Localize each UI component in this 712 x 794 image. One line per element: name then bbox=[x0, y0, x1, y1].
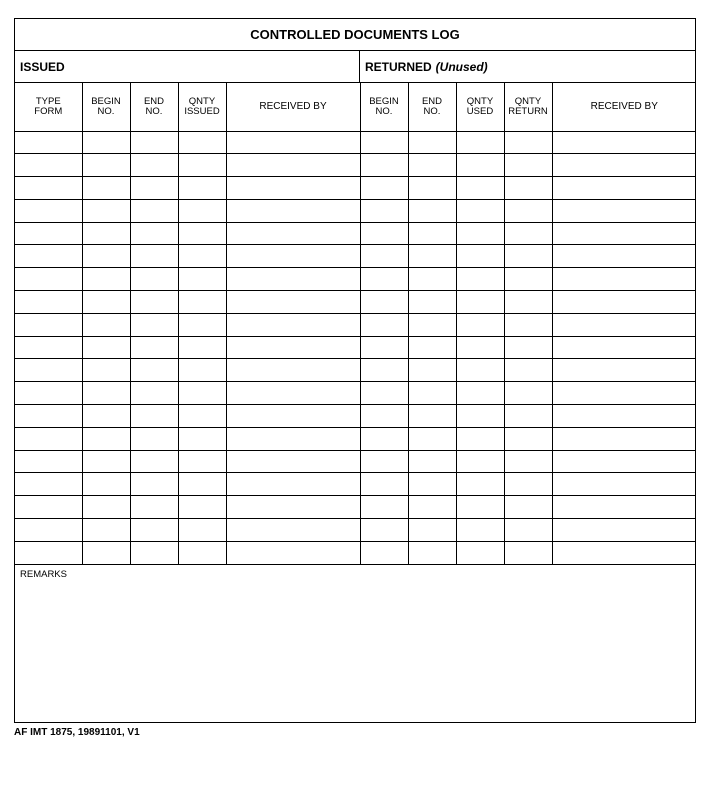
cell-returned-begin-no[interactable] bbox=[360, 245, 408, 268]
col-qnty-used: QNTY USED bbox=[456, 83, 504, 131]
col-issued-end-no: END NO. bbox=[130, 83, 178, 131]
cell-issued-received-by[interactable] bbox=[226, 541, 360, 564]
cell-returned-begin-no[interactable] bbox=[360, 199, 408, 222]
form-footer: AF IMT 1875, 19891101, V1 bbox=[14, 727, 140, 738]
cell-returned-received-by[interactable] bbox=[552, 131, 696, 154]
table-row bbox=[15, 519, 696, 542]
cell-returned-received-by[interactable] bbox=[552, 541, 696, 564]
cell-returned-begin-no[interactable] bbox=[360, 131, 408, 154]
cell-issued-end-no[interactable] bbox=[130, 245, 178, 268]
cell-qnty-issued[interactable] bbox=[178, 313, 226, 336]
cell-returned-begin-no[interactable] bbox=[360, 473, 408, 496]
cell-returned-begin-no[interactable] bbox=[360, 222, 408, 245]
cell-returned-begin-no[interactable] bbox=[360, 177, 408, 200]
cell-type-form[interactable] bbox=[15, 450, 82, 473]
cell-returned-end-no[interactable] bbox=[408, 313, 456, 336]
cell-returned-received-by[interactable] bbox=[552, 199, 696, 222]
cell-returned-received-by[interactable] bbox=[552, 359, 696, 382]
form-title: CONTROLLED DOCUMENTS LOG bbox=[15, 19, 695, 51]
cell-qnty-return[interactable] bbox=[504, 519, 552, 542]
cell-returned-end-no[interactable] bbox=[408, 268, 456, 291]
table-row bbox=[15, 222, 696, 245]
cell-qnty-return[interactable] bbox=[504, 496, 552, 519]
cell-returned-received-by[interactable] bbox=[552, 427, 696, 450]
cell-qnty-issued[interactable] bbox=[178, 541, 226, 564]
cell-returned-received-by[interactable] bbox=[552, 222, 696, 245]
table-row bbox=[15, 496, 696, 519]
cell-issued-received-by[interactable] bbox=[226, 427, 360, 450]
table-row bbox=[15, 291, 696, 314]
cell-returned-received-by[interactable] bbox=[552, 450, 696, 473]
cell-qnty-used[interactable] bbox=[456, 199, 504, 222]
cell-qnty-issued[interactable] bbox=[178, 199, 226, 222]
cell-issued-received-by[interactable] bbox=[226, 154, 360, 177]
cell-type-form[interactable] bbox=[15, 245, 82, 268]
cell-issued-end-no[interactable] bbox=[130, 222, 178, 245]
log-rows bbox=[15, 131, 696, 564]
cell-issued-received-by[interactable] bbox=[226, 313, 360, 336]
cell-qnty-return[interactable] bbox=[504, 541, 552, 564]
cell-issued-end-no[interactable] bbox=[130, 541, 178, 564]
cell-qnty-return[interactable] bbox=[504, 473, 552, 496]
cell-issued-begin-no[interactable] bbox=[82, 541, 130, 564]
table-row bbox=[15, 313, 696, 336]
cell-qnty-used[interactable] bbox=[456, 131, 504, 154]
cell-qnty-return[interactable] bbox=[504, 245, 552, 268]
cell-returned-begin-no[interactable] bbox=[360, 541, 408, 564]
cell-qnty-issued[interactable] bbox=[178, 245, 226, 268]
cell-qnty-used[interactable] bbox=[456, 541, 504, 564]
cell-type-form[interactable] bbox=[15, 131, 82, 154]
cell-returned-begin-no[interactable] bbox=[360, 496, 408, 519]
cell-issued-end-no[interactable] bbox=[130, 199, 178, 222]
cell-issued-end-no[interactable] bbox=[130, 519, 178, 542]
cell-issued-received-by[interactable] bbox=[226, 382, 360, 405]
cell-qnty-issued[interactable] bbox=[178, 450, 226, 473]
cell-returned-end-no[interactable] bbox=[408, 541, 456, 564]
cell-type-form[interactable] bbox=[15, 268, 82, 291]
cell-type-form[interactable] bbox=[15, 336, 82, 359]
cell-qnty-issued[interactable] bbox=[178, 382, 226, 405]
cell-issued-begin-no[interactable] bbox=[82, 245, 130, 268]
cell-qnty-used[interactable] bbox=[456, 382, 504, 405]
cell-issued-begin-no[interactable] bbox=[82, 450, 130, 473]
cell-issued-end-no[interactable] bbox=[130, 473, 178, 496]
cell-qnty-used[interactable] bbox=[456, 245, 504, 268]
cell-issued-received-by[interactable] bbox=[226, 473, 360, 496]
remarks-label: REMARKS bbox=[20, 569, 67, 580]
cell-qnty-issued[interactable] bbox=[178, 359, 226, 382]
cell-returned-end-no[interactable] bbox=[408, 199, 456, 222]
cell-type-form[interactable] bbox=[15, 222, 82, 245]
cell-type-form[interactable] bbox=[15, 541, 82, 564]
cell-returned-begin-no[interactable] bbox=[360, 313, 408, 336]
cell-type-form[interactable] bbox=[15, 199, 82, 222]
cell-returned-received-by[interactable] bbox=[552, 519, 696, 542]
column-header-row bbox=[15, 83, 696, 131]
cell-qnty-used[interactable] bbox=[456, 222, 504, 245]
cell-type-form[interactable] bbox=[15, 405, 82, 428]
cell-issued-begin-no[interactable] bbox=[82, 313, 130, 336]
table-row bbox=[15, 541, 696, 564]
col-issued-begin-no: BEGIN NO. bbox=[82, 83, 130, 131]
cell-returned-end-no[interactable] bbox=[408, 405, 456, 428]
remarks-area[interactable] bbox=[15, 564, 695, 722]
cell-returned-begin-no[interactable] bbox=[360, 405, 408, 428]
cell-issued-received-by[interactable] bbox=[226, 359, 360, 382]
cell-qnty-used[interactable] bbox=[456, 496, 504, 519]
cell-qnty-used[interactable] bbox=[456, 450, 504, 473]
cell-issued-received-by[interactable] bbox=[226, 245, 360, 268]
cell-returned-end-no[interactable] bbox=[408, 336, 456, 359]
cell-issued-received-by[interactable] bbox=[226, 222, 360, 245]
cell-qnty-issued[interactable] bbox=[178, 496, 226, 519]
cell-returned-received-by[interactable] bbox=[552, 177, 696, 200]
cell-qnty-return[interactable] bbox=[504, 359, 552, 382]
cell-qnty-return[interactable] bbox=[504, 382, 552, 405]
cell-qnty-issued[interactable] bbox=[178, 473, 226, 496]
cell-issued-received-by[interactable] bbox=[226, 336, 360, 359]
table-row bbox=[15, 336, 696, 359]
cell-qnty-issued[interactable] bbox=[178, 519, 226, 542]
cell-issued-end-no[interactable] bbox=[130, 382, 178, 405]
cell-issued-received-by[interactable] bbox=[226, 131, 360, 154]
table-row bbox=[15, 177, 696, 200]
cell-issued-end-no[interactable] bbox=[130, 268, 178, 291]
cell-issued-begin-no[interactable] bbox=[82, 473, 130, 496]
cell-qnty-return[interactable] bbox=[504, 131, 552, 154]
col-issued-received-by: RECEIVED BY bbox=[226, 83, 360, 131]
cell-issued-received-by[interactable] bbox=[226, 519, 360, 542]
cell-issued-begin-no[interactable] bbox=[82, 336, 130, 359]
cell-qnty-return[interactable] bbox=[504, 154, 552, 177]
cell-issued-received-by[interactable] bbox=[226, 450, 360, 473]
cell-issued-received-by[interactable] bbox=[226, 496, 360, 519]
cell-issued-end-no[interactable] bbox=[130, 291, 178, 314]
cell-qnty-return[interactable] bbox=[504, 268, 552, 291]
table-row bbox=[15, 359, 696, 382]
cell-returned-end-no[interactable] bbox=[408, 496, 456, 519]
cell-type-form[interactable] bbox=[15, 177, 82, 200]
cell-issued-end-no[interactable] bbox=[130, 427, 178, 450]
cell-qnty-return[interactable] bbox=[504, 177, 552, 200]
col-returned-begin-no: BEGIN NO. bbox=[360, 83, 408, 131]
col-type-form: TYPE FORM bbox=[15, 83, 82, 131]
cell-qnty-issued[interactable] bbox=[178, 405, 226, 428]
cell-qnty-return[interactable] bbox=[504, 450, 552, 473]
returned-sub-label: (Unused) bbox=[435, 59, 488, 74]
section-header-row bbox=[15, 51, 695, 83]
cell-issued-received-by[interactable] bbox=[226, 291, 360, 314]
cell-qnty-used[interactable] bbox=[456, 313, 504, 336]
cell-type-form[interactable] bbox=[15, 519, 82, 542]
table-row bbox=[15, 199, 696, 222]
issued-section-label bbox=[15, 51, 360, 82]
cell-returned-end-no[interactable] bbox=[408, 131, 456, 154]
cell-returned-end-no[interactable] bbox=[408, 359, 456, 382]
cell-qnty-issued[interactable] bbox=[178, 336, 226, 359]
cell-returned-begin-no[interactable] bbox=[360, 154, 408, 177]
cell-issued-end-no[interactable] bbox=[130, 405, 178, 428]
col-returned-end-no: END NO. bbox=[408, 83, 456, 131]
cell-qnty-return[interactable] bbox=[504, 427, 552, 450]
table-row bbox=[15, 154, 696, 177]
cell-issued-begin-no[interactable] bbox=[82, 359, 130, 382]
cell-qnty-used[interactable] bbox=[456, 405, 504, 428]
cell-returned-begin-no[interactable] bbox=[360, 336, 408, 359]
cell-returned-end-no[interactable] bbox=[408, 154, 456, 177]
table-row bbox=[15, 382, 696, 405]
cell-issued-end-no[interactable] bbox=[130, 336, 178, 359]
cell-issued-begin-no[interactable] bbox=[82, 519, 130, 542]
cell-issued-begin-no[interactable] bbox=[82, 222, 130, 245]
table-row bbox=[15, 450, 696, 473]
cell-returned-received-by[interactable] bbox=[552, 405, 696, 428]
table-row bbox=[15, 131, 696, 154]
cell-returned-received-by[interactable] bbox=[552, 154, 696, 177]
cell-issued-begin-no[interactable] bbox=[82, 131, 130, 154]
cell-qnty-return[interactable] bbox=[504, 313, 552, 336]
issued-label: ISSUED bbox=[20, 59, 65, 74]
cell-qnty-used[interactable] bbox=[456, 154, 504, 177]
returned-section-label bbox=[360, 51, 697, 82]
col-returned-received-by: RECEIVED BY bbox=[552, 83, 696, 131]
cell-qnty-issued[interactable] bbox=[178, 427, 226, 450]
cell-returned-received-by[interactable] bbox=[552, 245, 696, 268]
cell-returned-end-no[interactable] bbox=[408, 177, 456, 200]
cell-qnty-used[interactable] bbox=[456, 336, 504, 359]
cell-returned-begin-no[interactable] bbox=[360, 519, 408, 542]
cell-type-form[interactable] bbox=[15, 427, 82, 450]
returned-label: RETURNED bbox=[365, 59, 432, 74]
cell-qnty-used[interactable] bbox=[456, 427, 504, 450]
cell-returned-begin-no[interactable] bbox=[360, 268, 408, 291]
cell-returned-end-no[interactable] bbox=[408, 222, 456, 245]
table-row bbox=[15, 245, 696, 268]
log-table bbox=[15, 83, 696, 565]
cell-returned-received-by[interactable] bbox=[552, 268, 696, 291]
cell-qnty-return[interactable] bbox=[504, 199, 552, 222]
cell-type-form[interactable] bbox=[15, 154, 82, 177]
cell-issued-end-no[interactable] bbox=[130, 313, 178, 336]
cell-returned-received-by[interactable] bbox=[552, 313, 696, 336]
cell-qnty-return[interactable] bbox=[504, 405, 552, 428]
cell-returned-end-no[interactable] bbox=[408, 519, 456, 542]
table-row bbox=[15, 473, 696, 496]
cell-qnty-return[interactable] bbox=[504, 222, 552, 245]
cell-qnty-return[interactable] bbox=[504, 291, 552, 314]
cell-issued-begin-no[interactable] bbox=[82, 199, 130, 222]
cell-issued-end-no[interactable] bbox=[130, 154, 178, 177]
cell-issued-begin-no[interactable] bbox=[82, 154, 130, 177]
controlled-documents-log-form bbox=[14, 18, 696, 723]
cell-returned-begin-no[interactable] bbox=[360, 427, 408, 450]
cell-qnty-issued[interactable] bbox=[178, 177, 226, 200]
cell-returned-begin-no[interactable] bbox=[360, 359, 408, 382]
cell-returned-end-no[interactable] bbox=[408, 291, 456, 314]
cell-returned-begin-no[interactable] bbox=[360, 382, 408, 405]
cell-type-form[interactable] bbox=[15, 496, 82, 519]
cell-type-form[interactable] bbox=[15, 313, 82, 336]
cell-returned-received-by[interactable] bbox=[552, 336, 696, 359]
cell-issued-end-no[interactable] bbox=[130, 359, 178, 382]
cell-issued-received-by[interactable] bbox=[226, 199, 360, 222]
cell-qnty-used[interactable] bbox=[456, 291, 504, 314]
cell-qnty-issued[interactable] bbox=[178, 268, 226, 291]
cell-issued-end-no[interactable] bbox=[130, 177, 178, 200]
cell-returned-end-no[interactable] bbox=[408, 473, 456, 496]
cell-issued-end-no[interactable] bbox=[130, 450, 178, 473]
cell-returned-received-by[interactable] bbox=[552, 473, 696, 496]
cell-qnty-issued[interactable] bbox=[178, 131, 226, 154]
cell-returned-end-no[interactable] bbox=[408, 245, 456, 268]
cell-qnty-used[interactable] bbox=[456, 177, 504, 200]
cell-returned-end-no[interactable] bbox=[408, 427, 456, 450]
cell-returned-begin-no[interactable] bbox=[360, 291, 408, 314]
cell-returned-received-by[interactable] bbox=[552, 382, 696, 405]
cell-returned-received-by[interactable] bbox=[552, 291, 696, 314]
table-row bbox=[15, 268, 696, 291]
cell-type-form[interactable] bbox=[15, 473, 82, 496]
cell-issued-received-by[interactable] bbox=[226, 177, 360, 200]
cell-qnty-used[interactable] bbox=[456, 268, 504, 291]
cell-returned-end-no[interactable] bbox=[408, 382, 456, 405]
cell-qnty-issued[interactable] bbox=[178, 291, 226, 314]
cell-issued-begin-no[interactable] bbox=[82, 268, 130, 291]
cell-qnty-issued[interactable] bbox=[178, 154, 226, 177]
cell-qnty-issued[interactable] bbox=[178, 222, 226, 245]
cell-issued-begin-no[interactable] bbox=[82, 177, 130, 200]
cell-qnty-used[interactable] bbox=[456, 519, 504, 542]
cell-issued-end-no[interactable] bbox=[130, 131, 178, 154]
cell-issued-received-by[interactable] bbox=[226, 268, 360, 291]
cell-returned-end-no[interactable] bbox=[408, 450, 456, 473]
cell-type-form[interactable] bbox=[15, 291, 82, 314]
cell-issued-begin-no[interactable] bbox=[82, 405, 130, 428]
cell-issued-end-no[interactable] bbox=[130, 496, 178, 519]
table-row bbox=[15, 427, 696, 450]
cell-type-form[interactable] bbox=[15, 359, 82, 382]
cell-returned-received-by[interactable] bbox=[552, 496, 696, 519]
cell-issued-begin-no[interactable] bbox=[82, 291, 130, 314]
cell-issued-begin-no[interactable] bbox=[82, 427, 130, 450]
cell-type-form[interactable] bbox=[15, 382, 82, 405]
col-qnty-issued: QNTY ISSUED bbox=[178, 83, 226, 131]
cell-returned-begin-no[interactable] bbox=[360, 450, 408, 473]
cell-issued-begin-no[interactable] bbox=[82, 382, 130, 405]
cell-qnty-used[interactable] bbox=[456, 359, 504, 382]
cell-qnty-return[interactable] bbox=[504, 336, 552, 359]
cell-qnty-used[interactable] bbox=[456, 473, 504, 496]
col-qnty-return: QNTY RETURN bbox=[504, 83, 552, 131]
cell-issued-begin-no[interactable] bbox=[82, 496, 130, 519]
cell-issued-received-by[interactable] bbox=[226, 405, 360, 428]
table-row bbox=[15, 405, 696, 428]
